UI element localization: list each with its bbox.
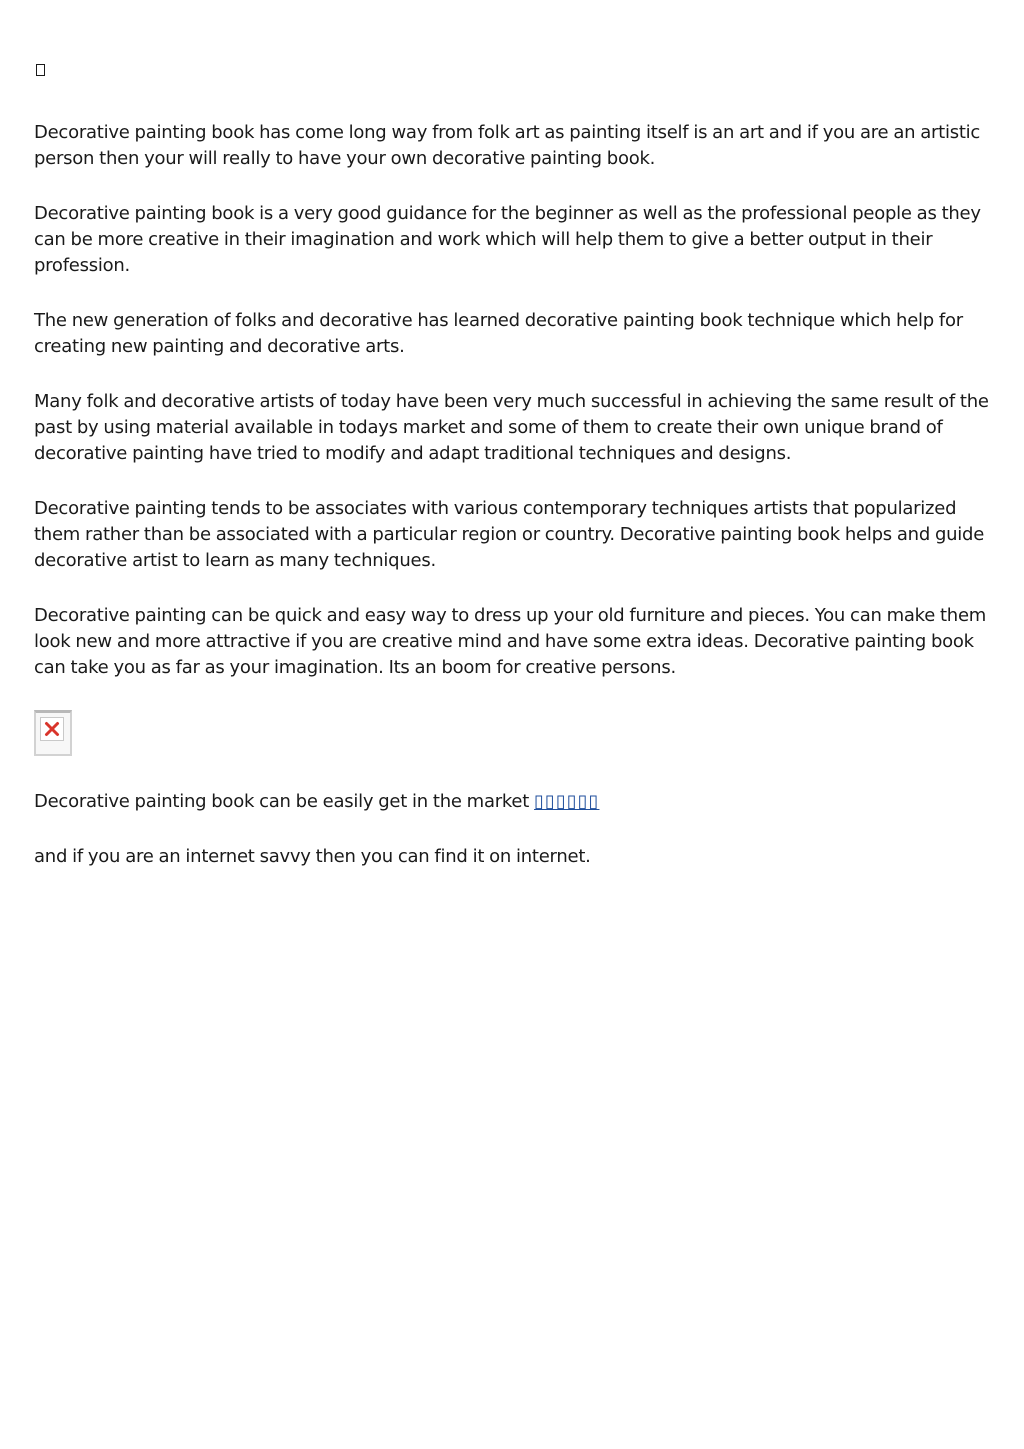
market-paragraph	[34, 789, 994, 815]
paragraph-4: Many folk and decorative artists of today have been very much successful in achieving the same result of the past by using material available in todays market and some of them to create their own unique brand of decorative painting have tried to modify and adapt traditional techniques and designs.	[34, 391, 989, 464]
closing-paragraph: and if you are an internet savvy then you can find it on internet.	[34, 846, 591, 867]
document-body	[34, 64, 994, 899]
paragraph-2: Decorative painting book is a very good guidance for the beginner as well as the professional people as they can be more creative in their imagination and work which will help them to give a better output in their profession.	[34, 203, 981, 276]
paragraph-3: The new generation of folks and decorative has learned decorative painting book technique which help for creating new painting and decorative arts.	[34, 310, 963, 357]
paragraph-5: Decorative painting tends to be associates with various contemporary techniques artists that popularized them rather than be associated with a particular region or country. Decorative painting book helps and guide decorative artist to learn as many techniques.	[34, 498, 985, 571]
broken-image-frame	[40, 717, 64, 741]
market-sentence: Decorative painting book can be easily get in the market	[34, 791, 535, 812]
market-link[interactable]: ▯▯▯▯▯▯	[534, 791, 600, 812]
missing-glyph-box	[36, 64, 45, 76]
missing-glyph-icon	[34, 64, 994, 120]
red-x-icon	[44, 721, 60, 737]
paragraph-1: Decorative painting book has come long way from folk art as painting itself is an art and if you are an artistic person then your will really to have your own decorative painting book.	[34, 122, 981, 169]
broken-image-icon	[34, 710, 72, 756]
paragraph-6: Decorative painting can be quick and easy way to dress up your old furniture and pieces. You can make them look new and more attractive if you are creative mind and have some extra ideas. Decorative painting book can take you as far as your imagination. Its an boom for creative persons.	[34, 605, 987, 678]
